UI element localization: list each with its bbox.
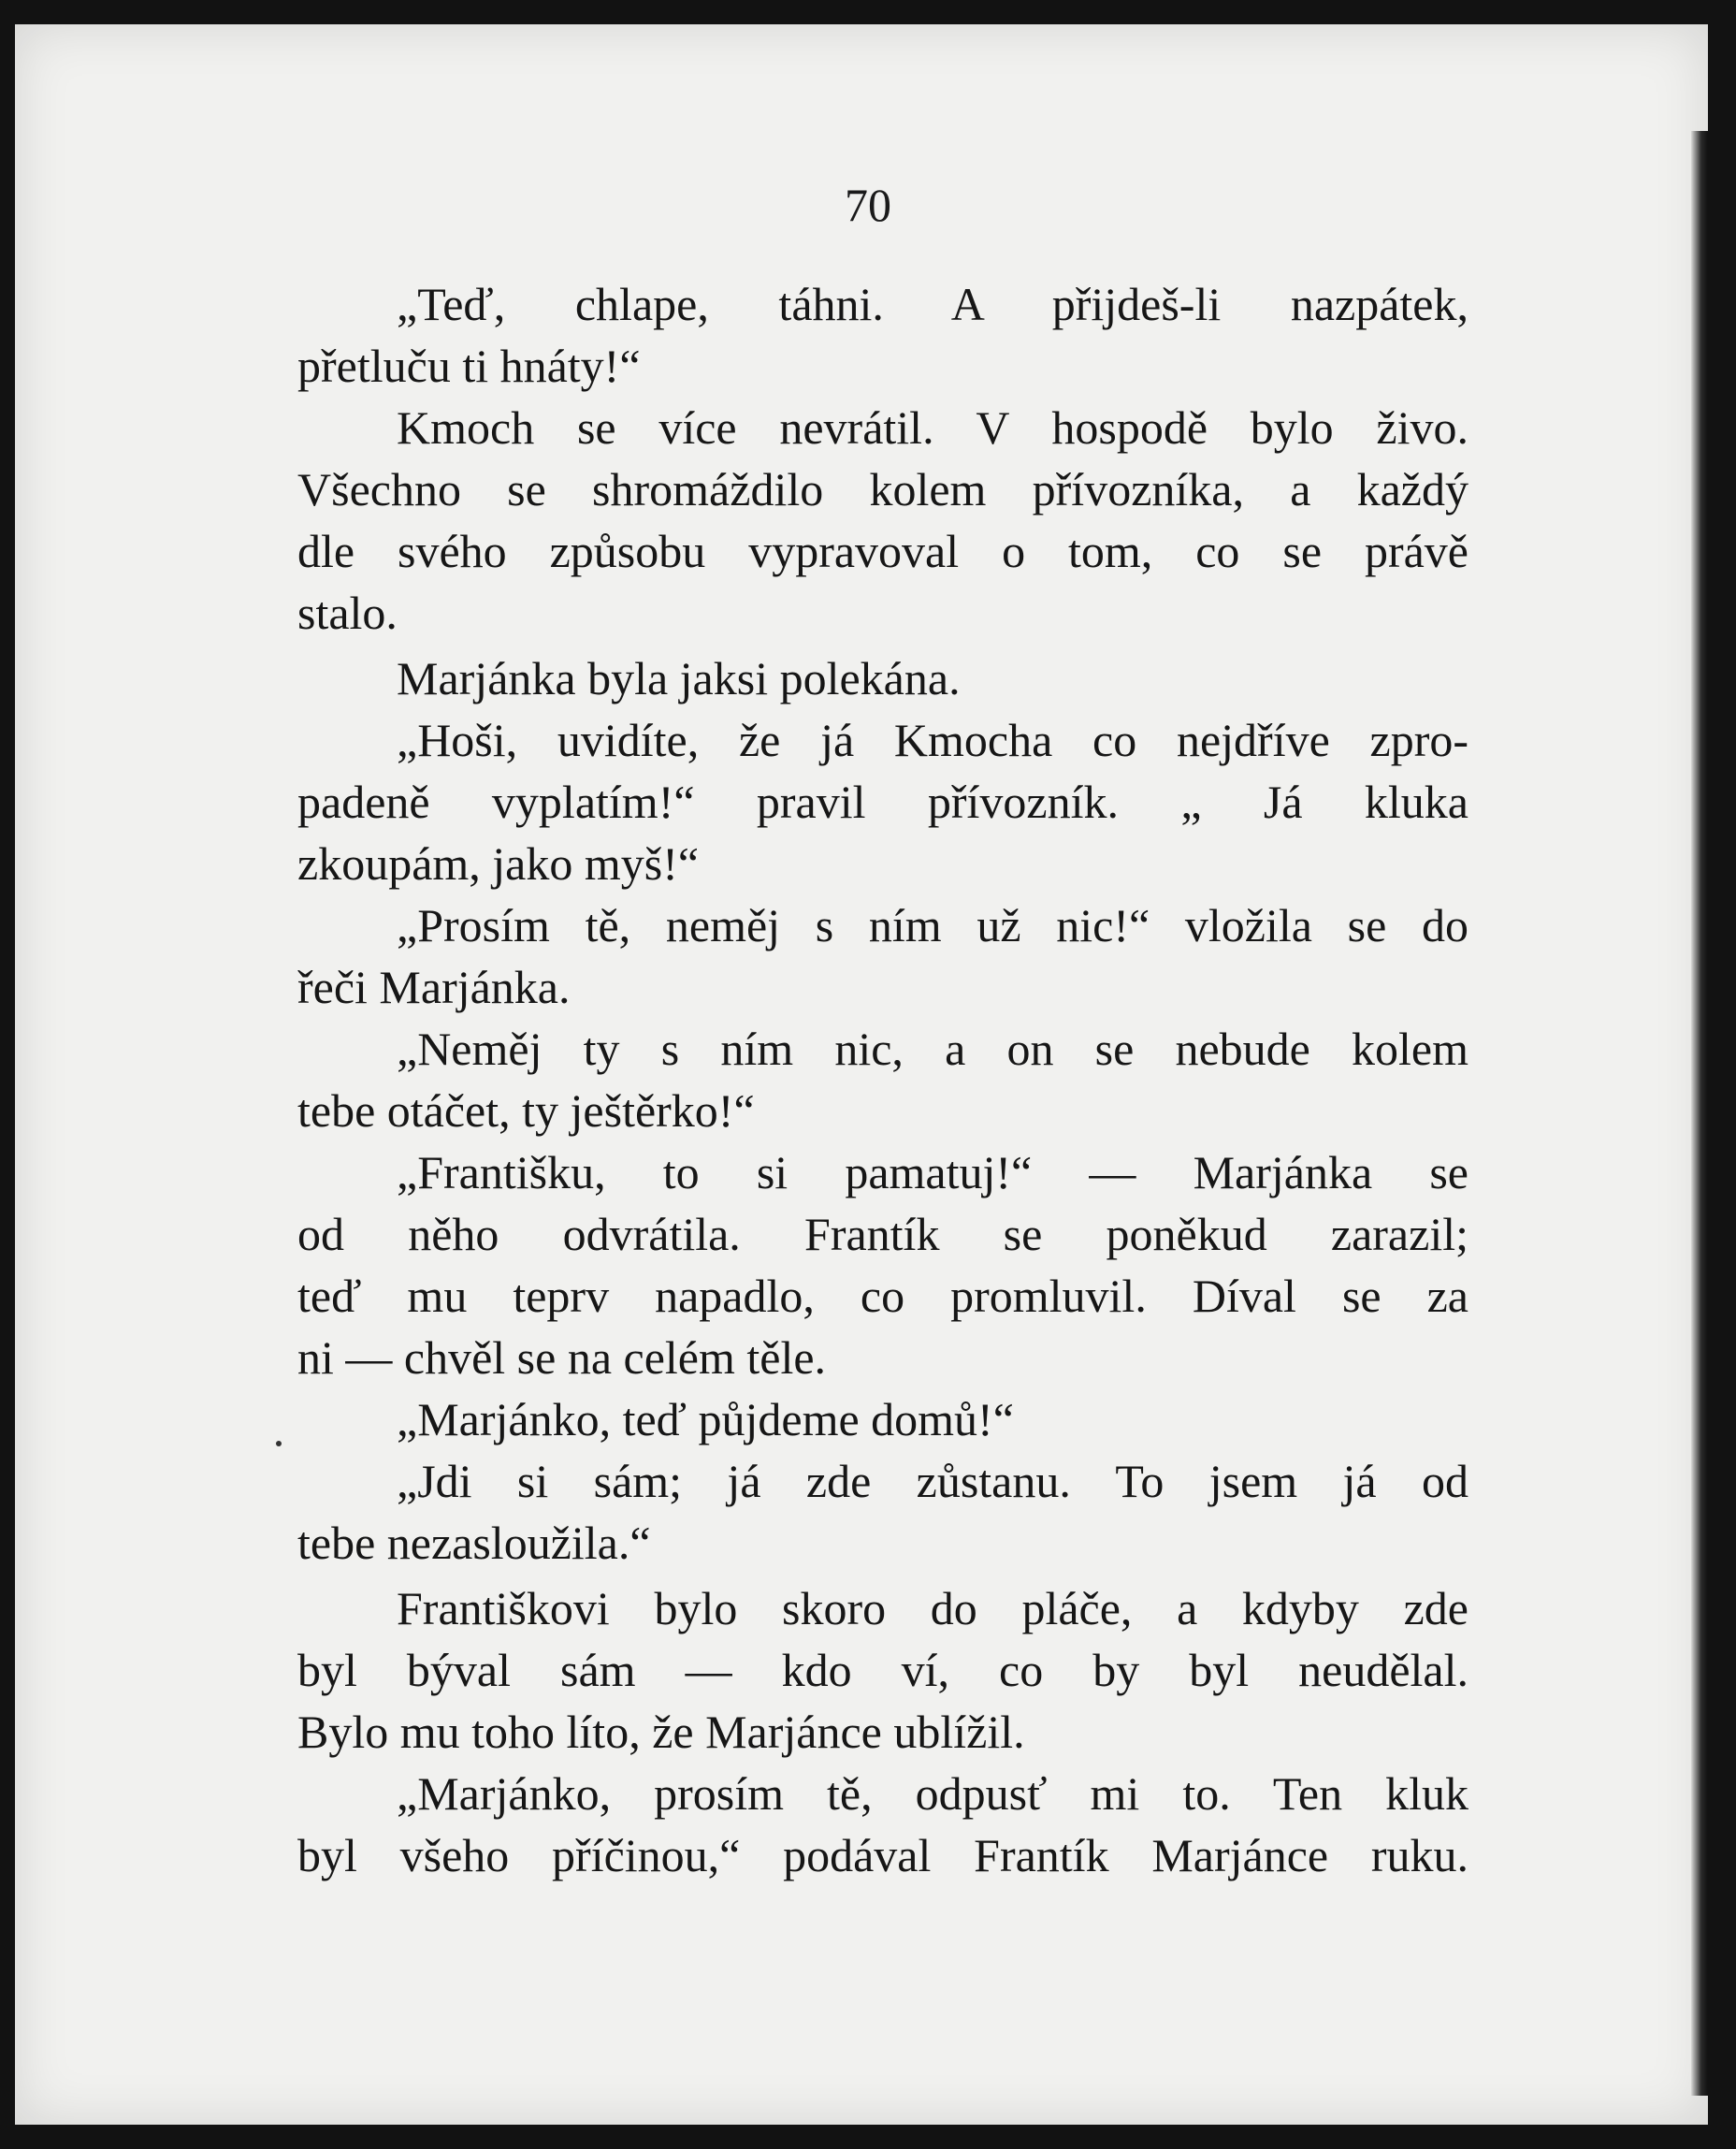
text-line: byl býval sám — kdo ví, co by byl neudělal. — [297, 1644, 1468, 1696]
text-line: ni — chvěl se na celém těle. — [297, 1331, 827, 1384]
text-line: zkoupám, jako myš!“ — [297, 837, 700, 890]
text-line: tebe otáčet, ty ještěrko!“ — [297, 1084, 755, 1137]
text-line: Bylo mu toho líto, že Marjánce ublížil. — [297, 1706, 1025, 1758]
text-line: stalo. — [297, 587, 398, 639]
text-line: „Františku, to si pamatuj!“ — Marjánka se — [397, 1146, 1468, 1198]
text-line: přetluču ti hnáty!“ — [297, 340, 641, 392]
page-number: 70 — [845, 179, 891, 231]
text-line: Kmoch se více nevrátil. V hospodě bylo živo. — [397, 401, 1468, 454]
text-line: Všechno se shromáždilo kolem přívozníka, a každý — [297, 463, 1468, 515]
body-text — [297, 273, 1468, 1886]
text-line: dle svého způsobu vypravoval o tom, co se právě — [297, 525, 1468, 577]
text-line: „Marjánko, prosím tě, odpusť mi to. Ten kluk — [397, 1767, 1468, 1820]
text-line: padeně vyplatím!“ pravil přívozník. „ Já kluka — [297, 776, 1468, 828]
page-edge — [1691, 131, 1708, 2096]
text-line: „Marjánko, teď půjdeme domů!“ — [397, 1393, 1014, 1445]
text-line: „Jdi si sám; já zde zůstanu. To jsem já od — [397, 1455, 1468, 1507]
ink-speck — [276, 1441, 282, 1446]
text-line: Marjánka byla jaksi polekána. — [397, 652, 961, 704]
text-line: řeči Marjánka. — [297, 961, 571, 1013]
text-line: Františkovi bylo skoro do pláče, a kdyby zde — [397, 1582, 1468, 1634]
text-line: od něho odvrátila. Frantík se poněkud zarazil; — [297, 1208, 1468, 1260]
text-line: teď mu teprv napadlo, co promluvil. Díval se za — [297, 1270, 1468, 1322]
text-line: „Prosím tě, neměj s ním už nic!“ vložila se do — [397, 899, 1468, 951]
text-line: tebe nezasloužila.“ — [297, 1517, 651, 1569]
text-line: „Teď, chlape, táhni. A přijdeš-li nazpátek, — [397, 278, 1468, 330]
text-line: byl všeho příčinou,“ podával Frantík Marjánce ruku. — [297, 1829, 1468, 1881]
text-line: „Hoši, uvidíte, že já Kmocha co nejdříve zpro- — [397, 714, 1468, 766]
text-line: „Neměj ty s ním nic, a on se nebude kolem — [397, 1023, 1468, 1075]
